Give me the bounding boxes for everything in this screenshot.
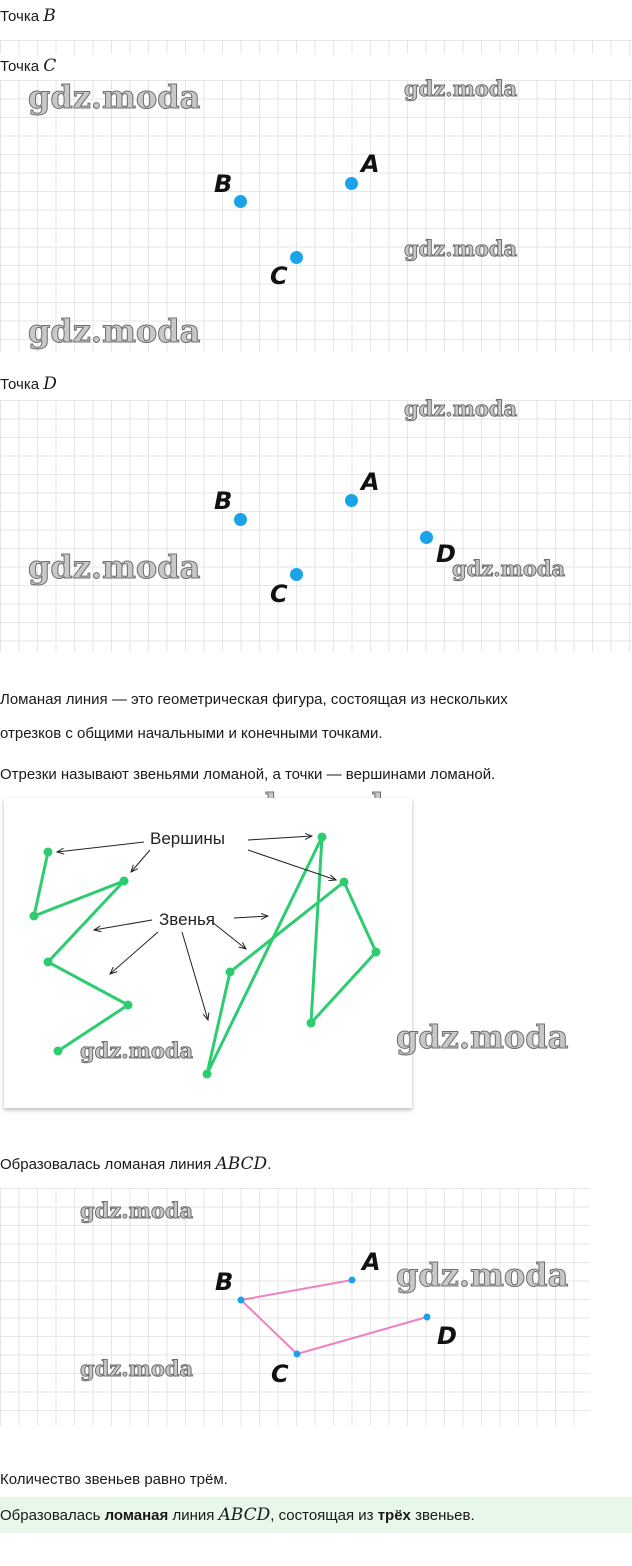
- conclusion-text: [0, 1505, 475, 1526]
- grid-point-d: [0, 396, 632, 652]
- point-d-dot: [420, 531, 433, 544]
- vertices-label: Вершины: [150, 829, 225, 848]
- links-label: Звенья: [159, 910, 216, 929]
- conclusion-part: Образовалась: [0, 1507, 101, 1524]
- heading-label: Точка: [0, 376, 40, 393]
- point-a-dot: [345, 177, 358, 190]
- point-a-label: A: [362, 1248, 381, 1276]
- heading-var: D: [43, 374, 57, 394]
- result-dot: .: [267, 1156, 272, 1173]
- point-c-label: C: [270, 262, 288, 290]
- grid-point-c: [0, 76, 632, 352]
- watermark: gdz.moda: [80, 1356, 194, 1381]
- point-b-heading: [0, 6, 56, 27]
- point-c-label: C: [271, 1360, 289, 1388]
- watermark: gdz.moda: [396, 1018, 569, 1056]
- heading-label: Точка: [0, 58, 40, 75]
- watermark: gdz.moda: [28, 548, 201, 586]
- watermark: gdz.moda: [404, 76, 518, 101]
- point-a-label: A: [361, 468, 380, 496]
- watermark: gdz.moda: [80, 1198, 194, 1223]
- definition-line-2: отрезков с общими начальными и конечными точками.: [0, 725, 383, 742]
- point-d-label: D: [437, 1322, 457, 1350]
- result-heading: [0, 1154, 271, 1175]
- point-c-heading: [0, 56, 56, 77]
- point-b-dot: [234, 195, 247, 208]
- watermark: gdz.moda: [80, 1038, 194, 1063]
- polyline-abcd: [0, 1188, 590, 1426]
- watermark: gdz.moda: [396, 1256, 569, 1294]
- polyline-right: [207, 837, 376, 1074]
- result-var: ABCD: [215, 1154, 268, 1174]
- point-b-dot: [234, 513, 247, 526]
- point-b-label: B: [215, 1268, 234, 1296]
- watermark: gdz.moda: [404, 236, 518, 261]
- conclusion-bold: ломаная: [104, 1507, 169, 1524]
- definition-line-3: Отрезки называют звеньями ломаной, а точки — вершинами ломаной.: [0, 766, 496, 783]
- heading-var: C: [43, 56, 57, 76]
- polyline-figure: [4, 798, 412, 1108]
- conclusion-box: [0, 1497, 632, 1533]
- watermark: gdz.moda: [452, 556, 566, 581]
- conclusion-part: звеньев.: [415, 1507, 475, 1524]
- grid-polyline-abcd: [0, 1188, 590, 1426]
- point-c-label: C: [270, 580, 288, 608]
- watermark: gdz.moda: [28, 312, 201, 350]
- heading-var: B: [43, 6, 56, 26]
- point-a-label: A: [361, 150, 380, 178]
- conclusion-part: линия: [172, 1507, 215, 1524]
- polyline-left: [34, 852, 128, 1051]
- point-d-label: D: [436, 540, 456, 568]
- conclusion-part: , состоящая из: [270, 1507, 374, 1524]
- conclusion-bold: трёх: [377, 1507, 411, 1524]
- point-d-heading: [0, 374, 57, 395]
- point-c-dot: [290, 568, 303, 581]
- conclusion-var: ABCD: [218, 1505, 271, 1525]
- point-b-label: B: [214, 487, 233, 515]
- watermark: gdz.moda: [28, 78, 201, 116]
- link-count: Количество звеньев равно трём.: [0, 1471, 228, 1488]
- result-text: Образовалась ломаная линия: [0, 1156, 212, 1173]
- watermark: gdz.moda: [404, 396, 518, 421]
- point-a-dot: [345, 494, 358, 507]
- definition-line-1: Ломаная линия — это геометрическая фигура, состоящая из нескольких: [0, 691, 508, 708]
- point-b-label: B: [214, 170, 233, 198]
- grid-fragment: [0, 40, 632, 54]
- heading-label: Точка: [0, 8, 40, 25]
- point-c-dot: [290, 251, 303, 264]
